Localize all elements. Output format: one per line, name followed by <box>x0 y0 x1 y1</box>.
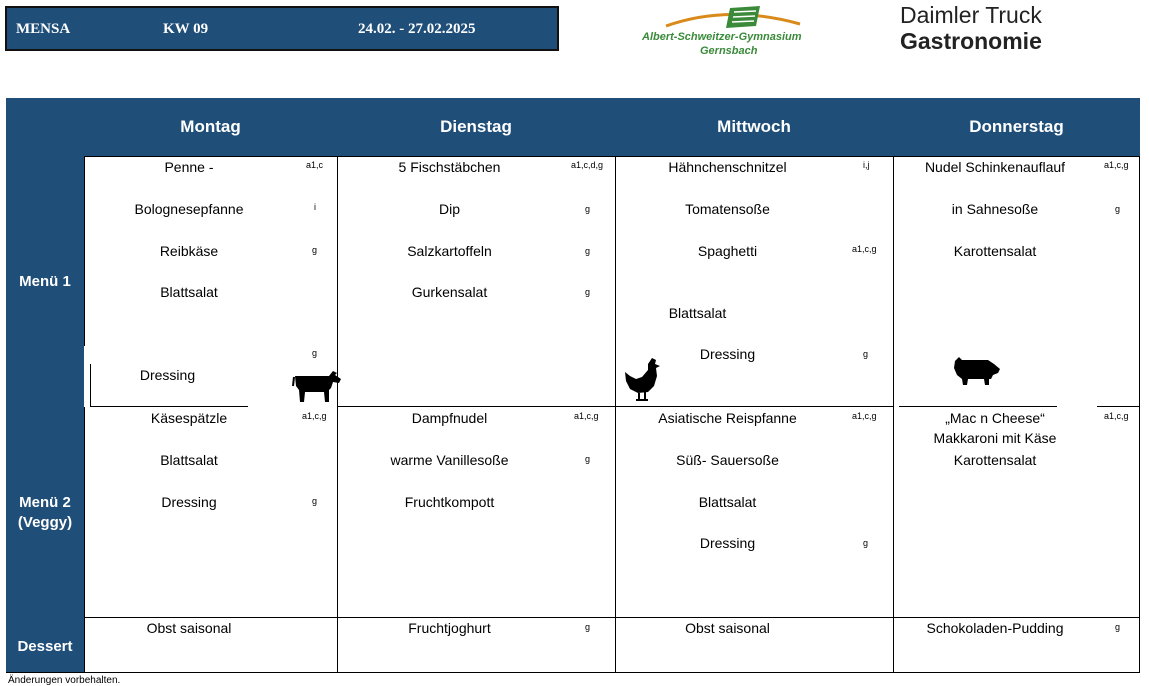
menu1-mon-item: Bolognesepfanne <box>134 201 244 217</box>
day-monday: Montag <box>180 117 241 136</box>
menu1-thu-item: Nudel Schinkenauflauf <box>924 159 1066 175</box>
menu2-wed-item: Dressing <box>699 535 756 551</box>
row-header-band <box>6 156 84 673</box>
menu1-thu-item: in Sahnesoße <box>951 201 1039 217</box>
row-menu1: Menü 1 <box>19 273 71 290</box>
menu1-wed-item: Spaghetti <box>697 243 758 259</box>
menu2-mon-item: Käsespätzle <box>150 410 228 426</box>
day-wednesday: Mittwoch <box>717 117 791 136</box>
menu1-mon-item: Blattsalat <box>160 284 218 300</box>
menu1-tue-allergen: g <box>585 204 591 214</box>
grid-line <box>6 672 1140 673</box>
menu1-mon-item: Dressing <box>139 367 196 383</box>
menu2-tue-allergen: a1,c,g <box>574 411 599 421</box>
menu2-wed-item: Asiatische Reispfanne <box>658 410 797 426</box>
menu1-mon-allergen: g <box>312 245 318 255</box>
menu2-thu-item: Karottensalat <box>953 452 1037 468</box>
dessert-thu-item: Schokoladen-Pudding <box>926 620 1064 636</box>
menu1-wed-allergen: i,j <box>863 160 870 170</box>
menu1-tue-item: Dip <box>438 201 460 217</box>
menu1-wed-item: Tomatensoße <box>685 201 770 217</box>
menu1-tue-item: Salzkartoffeln <box>407 243 492 259</box>
menu1-mon-item: Penne - <box>164 159 214 175</box>
menu2-tue-item: Dampfnudel <box>411 410 488 426</box>
menu1-wed-allergen: g <box>863 349 869 359</box>
school-logo <box>638 2 828 62</box>
date-range: 24.02. - 27.02.2025 <box>358 21 476 37</box>
menu2-thu-item: Makkaroni mit Käse <box>933 430 1057 446</box>
menu1-mon-allergen: a1,c <box>306 160 324 170</box>
grid-line <box>337 406 893 407</box>
menu2-wed-item: Süß- Sauersoße <box>676 452 779 468</box>
dessert-tue-item: Fruchtjoghurt <box>408 620 491 636</box>
school-town: Gernsbach <box>700 45 758 57</box>
menu2-mon-allergen: g <box>312 496 318 506</box>
grid-line <box>84 156 1140 157</box>
grid-line <box>899 406 1057 407</box>
dessert-wed-item: Obst saisonal <box>685 620 770 636</box>
dessert-tue-allergen: g <box>585 622 591 632</box>
menu2-thu-item: „Mac n Cheese“ <box>945 410 1045 426</box>
chicken-icon <box>624 356 664 402</box>
menu2-tue-allergen: g <box>585 454 591 464</box>
menu2-wed-allergen: g <box>863 538 869 548</box>
school-name: Albert-Schweitzer-Gymnasium <box>642 31 802 43</box>
menu1-wed-item: Dressing <box>699 346 756 362</box>
menu1-mon-allergen: g <box>312 348 318 358</box>
row-menu2: Menü 2 <box>19 494 71 511</box>
menu1-wed-allergen: a1,c,g <box>852 244 877 254</box>
dessert-thu-allergen: g <box>1115 622 1121 632</box>
row-menu2-veggy: (Veggy) <box>17 514 73 531</box>
menu2-wed-item: Blattsalat <box>698 494 757 510</box>
menu1-tue-allergen: g <box>585 287 591 297</box>
menu1-tue-item: Gurkensalat <box>411 284 488 300</box>
menu2-mon-item: Blattsalat <box>160 452 218 468</box>
menu1-wed-item: Hähnchenschnitzel <box>668 159 787 175</box>
dessert-mon-item: Obst saisonal <box>146 620 232 636</box>
menu1-mon-item: Reibkäse <box>159 243 219 259</box>
day-thursday: Donnerstag <box>969 117 1064 136</box>
mensa-label: MENSA <box>16 21 71 37</box>
menu1-tue-allergen: g <box>585 246 591 256</box>
week-label: KW 09 <box>163 21 209 37</box>
company-name: Daimler Truck <box>900 2 1042 28</box>
company-logo <box>900 2 1042 54</box>
menu1-tue-allergen: a1,c,d,g <box>571 160 604 170</box>
title-bar <box>5 6 559 51</box>
menu1-thu-allergen: a1,c,g <box>1104 160 1129 170</box>
footer-note: Änderungen vorbehalten. <box>8 675 121 686</box>
menu2-wed-allergen: a1,c,g <box>852 411 877 421</box>
row-dessert: Dessert <box>17 638 73 655</box>
menu1-wed-item: Blattsalat <box>668 305 727 321</box>
day-tuesday: Dienstag <box>440 117 512 136</box>
menu2-tue-item: warme Vanillesoße <box>390 452 509 468</box>
menu2-thu-allergen: a1,c,g <box>1104 411 1129 421</box>
menu1-mon-allergen: i <box>314 202 316 212</box>
menu1-thu-item: Karottensalat <box>953 243 1037 259</box>
cow-icon <box>292 368 342 404</box>
menu2-mon-item: Dressing <box>161 494 217 510</box>
school-logo-swoosh-icon <box>638 2 828 32</box>
pig-icon <box>952 355 1002 387</box>
menu2-tue-item: Fruchtkompott <box>404 494 495 510</box>
grid-line <box>1139 156 1140 673</box>
menu1-tue-item: 5 Fischstäbchen <box>398 159 501 175</box>
grid-line <box>90 364 91 407</box>
menu2-mon-allergen: a1,c,g <box>302 411 327 421</box>
menu1-thu-allergen: g <box>1115 204 1121 214</box>
company-division: Gastronomie <box>900 28 1042 54</box>
grid-line <box>84 617 1140 618</box>
grid-line <box>90 406 248 407</box>
grid-line <box>1097 406 1140 407</box>
